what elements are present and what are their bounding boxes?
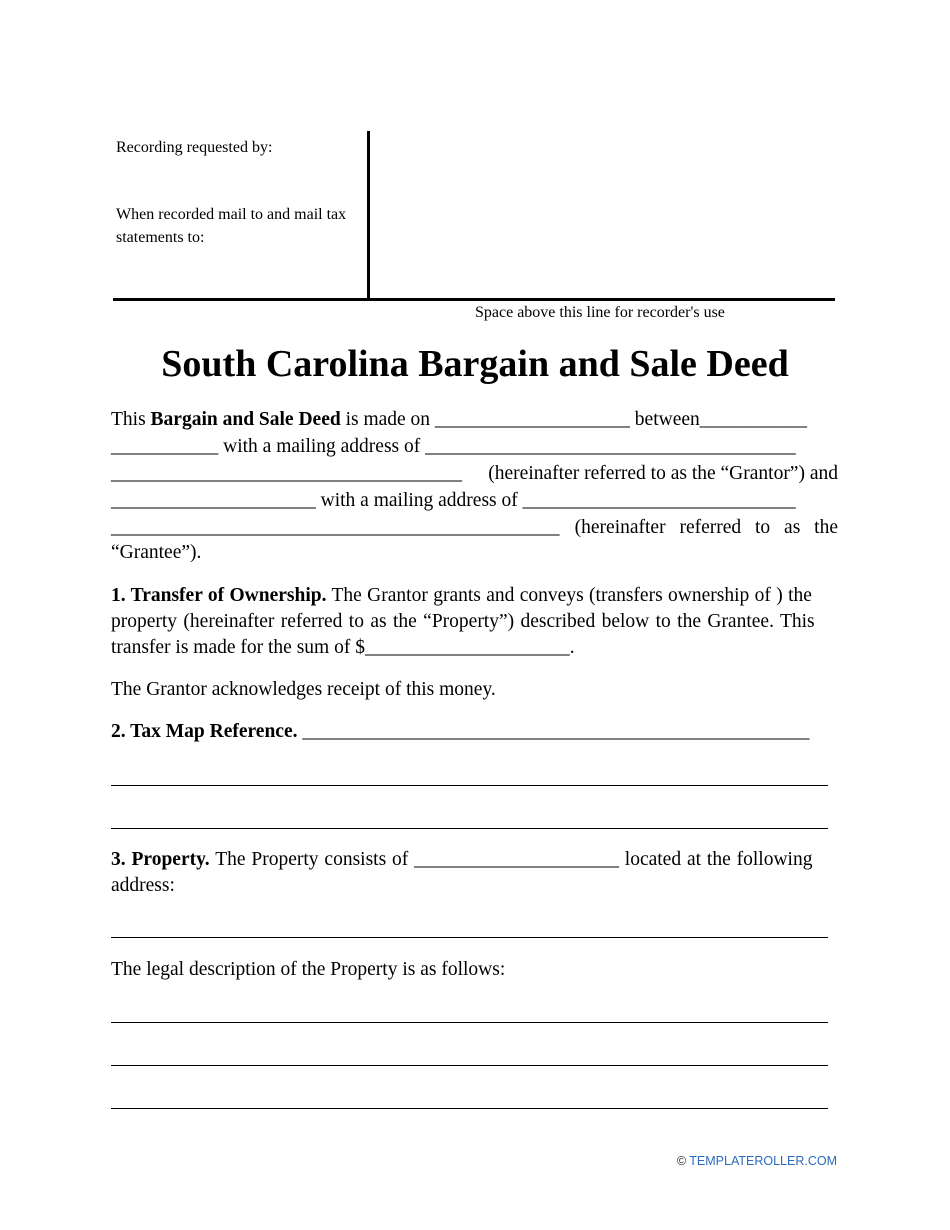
page-title: South Carolina Bargain and Sale Deed <box>161 343 789 385</box>
intro-line-1 <box>111 409 838 431</box>
section1-line-3: transfer is made for the sum of $_____________________. <box>111 637 575 658</box>
section3-line-1 <box>111 849 838 871</box>
mail-to-label-line1: When recorded mail to and mail tax <box>116 206 347 223</box>
section3-text: The Property consists of _____________________ located at the following <box>209 849 813 870</box>
copyright-icon: © <box>676 1154 687 1168</box>
section1-line-2: property (hereinafter referred to as the “Property”) described below to the Grantee. This <box>111 611 815 632</box>
tax-map-blank-line <box>111 828 828 829</box>
grantor-clause: (hereinafter referred to as the “Grantor”) and <box>488 463 838 484</box>
intro-blank: ____________________________________ <box>111 463 462 484</box>
section3-line-2: address: <box>111 875 175 896</box>
intro-line-4: _____________________ with a mailing address of ____________________________ <box>111 490 796 511</box>
recorder-space-note: Space above this line for recorder's use <box>475 304 725 321</box>
tax-map-blank-line <box>111 785 828 786</box>
intro-text: This <box>111 409 151 430</box>
section2-line <box>111 721 838 743</box>
section3-heading: 3. Property. <box>111 849 210 870</box>
legal-description-label: The legal description of the Property is as follows: <box>111 959 506 980</box>
intro-line-3 <box>111 463 838 485</box>
address-blank-line <box>111 937 828 938</box>
section1-heading: 1. Transfer of Ownership. <box>111 585 327 606</box>
intro-line-2: ___________ with a mailing address of ______________________________________ <box>111 436 796 457</box>
section1-acknowledgement: The Grantor acknowledges receipt of this money. <box>111 679 496 700</box>
recorder-line <box>113 298 835 301</box>
legal-description-blank-line <box>111 1108 828 1109</box>
recording-requested-label: Recording requested by: <box>116 139 273 156</box>
header-vertical-divider <box>367 131 370 301</box>
templateroller-link[interactable]: TEMPLATEROLLER.COM <box>689 1154 837 1168</box>
intro-blank: ______________________________________________ <box>111 517 560 538</box>
mail-to-label-line2: statements to: <box>116 229 205 246</box>
section1-line-1 <box>111 585 838 607</box>
footer-watermark <box>677 1154 837 1168</box>
section1-text: The Grantor grants and conveys (transfers ownership of ) the <box>326 585 812 606</box>
intro-line-5 <box>111 517 838 539</box>
legal-description-blank-line <box>111 1065 828 1066</box>
intro-text: is made on ____________________ between___________ <box>340 409 808 430</box>
intro-line-6: “Grantee”). <box>111 542 202 563</box>
grantee-clause: (hereinafter referred to as the <box>574 517 838 538</box>
deed-name-bold: Bargain and Sale Deed <box>150 409 341 430</box>
section2-blank: ____________________________________________________ <box>297 721 810 742</box>
section2-heading: 2. Tax Map Reference. <box>111 721 298 742</box>
legal-description-blank-line <box>111 1022 828 1023</box>
